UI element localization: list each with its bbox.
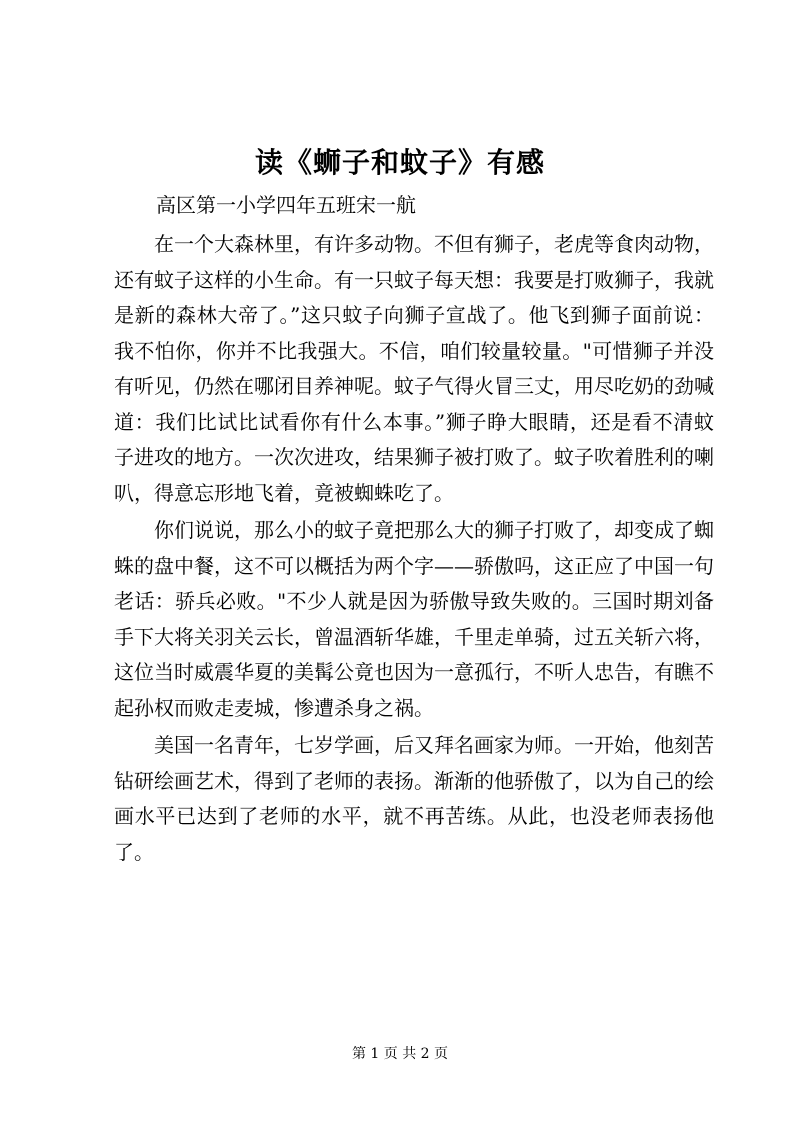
document-title: 读《蛳子和蚊子》有感 xyxy=(254,146,545,179)
document-body xyxy=(114,227,714,872)
paragraph-2: 你们说说，那么小的蚊子竟把那么大的狮子打败了，却变成了蜘蛛的盘中餐，这不可以概括为两个字——骄傲吗，这正应了中国一句老话：骄兵必败。"不少人就是因为骄傲导致失败的。三国时期刘备手下大将关羽关云长，曾温酒斩华雄，千里走单骑，过五关斩六将，这位当时威震华夏的美髯公竟也因为一意孤行，不听人忠告，有瞧不起孙权而败走麦城，惨遭杀身之祸。 xyxy=(114,518,714,720)
paragraph-3: 美国一名青年，七岁学画，后又拜名画家为师。一开始，他刻苦钻研绘画艺术，得到了老师的表扬。渐渐的他骄傲了，以为自己的绘画水平已达到了老师的水平，就不再苦练。从此，也没老师表扬他了。 xyxy=(114,733,714,864)
paragraph-1: 在一个大森林里，有许多动物。不但有狮子，老虎等食肉动物，还有蚊子这样的小生命。有一只蚊子每天想：我要是打败狮子，我就是新的森林大帝了。”这只蚊子向狮子宣战了。他飞到狮子面前说：我不怕你，你并不比我强大。不信，咱们较量较量。"可惜狮子并没有听见，仍然在哪闭目养神呢。蚊子气得火冒三丈，用尽吃奶的劲喊道：我们比试比试看你有什么本事。”狮子睁大眼睛，还是看不清蚊子进攻的地方。一次次进攻，结果狮子被打败了。蚊子吹着胜利的喇叭，得意忘形地飞着，竟被蜘蛛吃了。 xyxy=(114,232,714,505)
author-byline: 高区第一小学四年五班宋一航 xyxy=(156,193,416,217)
page-number-footer: 第 1 页 共 2 页 xyxy=(351,1046,449,1062)
